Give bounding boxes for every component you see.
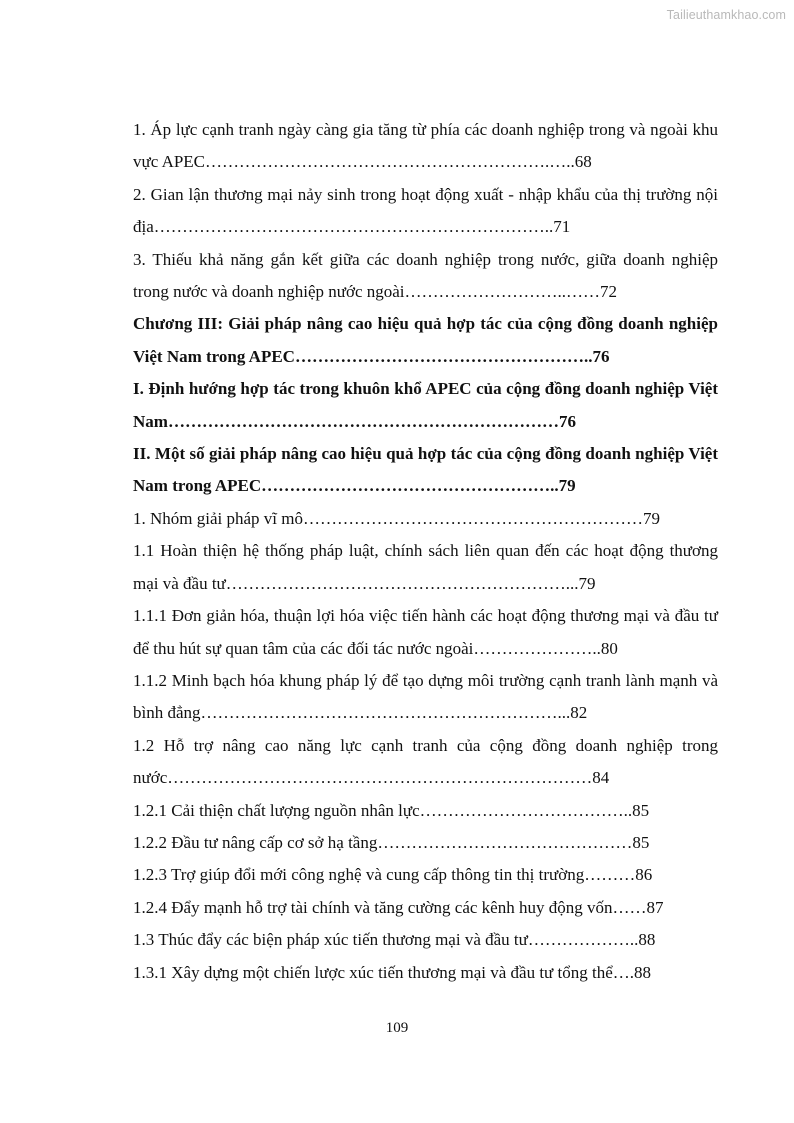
toc-entry-title: 1.1.2 Minh bạch hóa khung pháp lý để tạo dựng môi trường cạnh tranh lành mạnh và bình đẳng: [133, 670, 718, 723]
toc-entry-page: 87: [646, 897, 664, 917]
toc-entry-title: 2. Gian lận thương mại nảy sinh trong hoạt động xuất - nhập khẩu của thị trường nội địa: [133, 184, 718, 237]
toc-entry-leader: …………………………………………….: [294, 346, 589, 366]
toc-entry[interactable]: [133, 244, 718, 309]
toc-entry-page: 79: [642, 508, 660, 528]
toc-entry-title: 1.2 Hỗ trợ nâng cao năng lực cạnh tranh của cộng đồng doanh nghiệp trong nước: [133, 735, 718, 788]
toc-entry-title: 1.2.4 Đẩy mạnh hỗ trợ tài chính và tăng cường các kênh huy động vốn: [133, 897, 613, 917]
toc-entry-title: 1.1.1 Đơn giản hóa, thuận lợi hóa việc tiến hành các hoạt động thương mại và đầu tư để thu hút sự quan tâm của các đối tác nước ngoài: [133, 606, 718, 658]
toc-entry-leader: …………………………………………………….…..: [205, 152, 575, 172]
toc-section-entry[interactable]: [133, 373, 718, 438]
toc-entry-title: 1.1 Hoàn thiện hệ thống pháp luật, chính sách liên quan đến các hoạt động thương mại và đầu tư: [133, 541, 718, 593]
toc-entry-page: 88: [634, 962, 651, 982]
toc-entry-title: 1.2.2 Đầu tư nâng cấp cơ sở hạ tầng: [133, 832, 378, 852]
toc-entry-leader: ……………………………………………………: [302, 508, 643, 528]
toc-entry-title: 1.3 Thúc đẩy các biện pháp xúc tiến thương mại và đầu tư: [133, 930, 528, 950]
toc-entry[interactable]: [133, 730, 718, 795]
toc-entry-title: 1. Áp lực cạnh tranh ngày càng gia tăng từ phía các doanh nghiệp trong và ngoài khu vực APEC: [133, 120, 718, 172]
page-number: 109: [385, 1020, 409, 1036]
toc-entry-title: 1.2.3 Trợ giúp đổi mới công nghệ và cung cấp thông tin thị trường: [133, 865, 585, 885]
toc-section-entry[interactable]: [133, 438, 718, 503]
toc-entry-page: 85: [632, 832, 650, 852]
toc-entry[interactable]: [133, 957, 718, 989]
toc-entry-leader: …………………………………………………………….: [153, 217, 550, 237]
toc-entry-leader: …………………………………………………………………: [167, 768, 593, 788]
toc-entry-page: .88: [634, 930, 656, 950]
toc-entry[interactable]: [133, 503, 718, 535]
toc-entry-page: 80: [600, 638, 618, 658]
toc-entry-leader: ……………………………………………………………: [167, 411, 559, 431]
toc-entry[interactable]: [133, 827, 718, 859]
toc-entry-leader: ……………….: [527, 930, 635, 950]
toc-entry-title: I. Định hướng hợp tác trong khuôn khổ APEC của cộng đồng doanh nghiệp Việt Nam: [133, 379, 718, 431]
toc-entry-leader: ………………………………………: [377, 832, 633, 852]
toc-entry-title: 1.3.1 Xây dựng một chiến lược xúc tiến thương mại và đầu tư tổng thể: [133, 962, 613, 982]
toc-entry-title: 1. Nhóm giải pháp vĩ mô: [133, 508, 303, 528]
toc-entry-page: 68: [574, 152, 592, 172]
toc-entry-title: Chương III: Giải pháp nâng cao hiệu quả hợp tác của cộng đồng doanh nghiệp Việt Nam trong APEC: [133, 314, 718, 366]
toc-entry-leader: ………………………..……: [404, 282, 601, 302]
toc-entry-leader: ………: [584, 865, 636, 885]
toc-entry-leader: ………………………………………………………...: [200, 703, 571, 723]
table-of-contents: [133, 114, 718, 989]
toc-entry[interactable]: [133, 179, 718, 244]
toc-entry[interactable]: [133, 114, 718, 179]
toc-entry-leader: …………………..: [473, 638, 601, 658]
toc-entry-leader: ….: [612, 962, 634, 982]
toc-entry-page: 82: [570, 703, 588, 723]
toc-entry[interactable]: [133, 859, 718, 891]
toc-entry-page: 79: [578, 573, 596, 593]
toc-entry-page: 76: [558, 411, 576, 431]
toc-entry-leader: ……………………………………………………...: [225, 573, 579, 593]
toc-entry[interactable]: [133, 892, 718, 924]
toc-entry[interactable]: [133, 924, 718, 956]
toc-entry-page: .71: [549, 217, 571, 237]
toc-entry-title: II. Một số giải pháp nâng cao hiệu quả hợp tác của cộng đồng doanh nghiệp Việt Nam trong APEC: [133, 444, 718, 496]
toc-entry-page: .76: [588, 346, 610, 366]
toc-entry-page: 86: [635, 865, 653, 885]
toc-chapter-entry[interactable]: [133, 308, 718, 373]
toc-entry-page: 72: [600, 282, 618, 302]
toc-entry-page: 84: [592, 768, 610, 788]
toc-entry-leader: ……: [612, 897, 647, 917]
toc-entry-leader: ……………………………….: [419, 800, 628, 820]
toc-entry[interactable]: [133, 600, 718, 665]
toc-entry[interactable]: [133, 795, 718, 827]
toc-entry-title: 1.2.1 Cải thiện chất lượng nguồn nhân lực: [133, 800, 420, 820]
watermark: Tailieuthamkhao.com: [666, 8, 786, 22]
toc-entry[interactable]: [133, 665, 718, 730]
toc-entry-page: .85: [627, 800, 650, 820]
toc-entry-title: 3. Thiếu khả năng gắn kết giữa các doanh nghiệp trong nước, giữa doanh nghiệp trong nước và doanh nghiệp nước ngoài: [133, 249, 718, 302]
toc-entry[interactable]: [133, 535, 718, 600]
toc-entry-page: .79: [554, 476, 576, 496]
toc-entry-leader: …………………………………………….: [261, 476, 555, 496]
